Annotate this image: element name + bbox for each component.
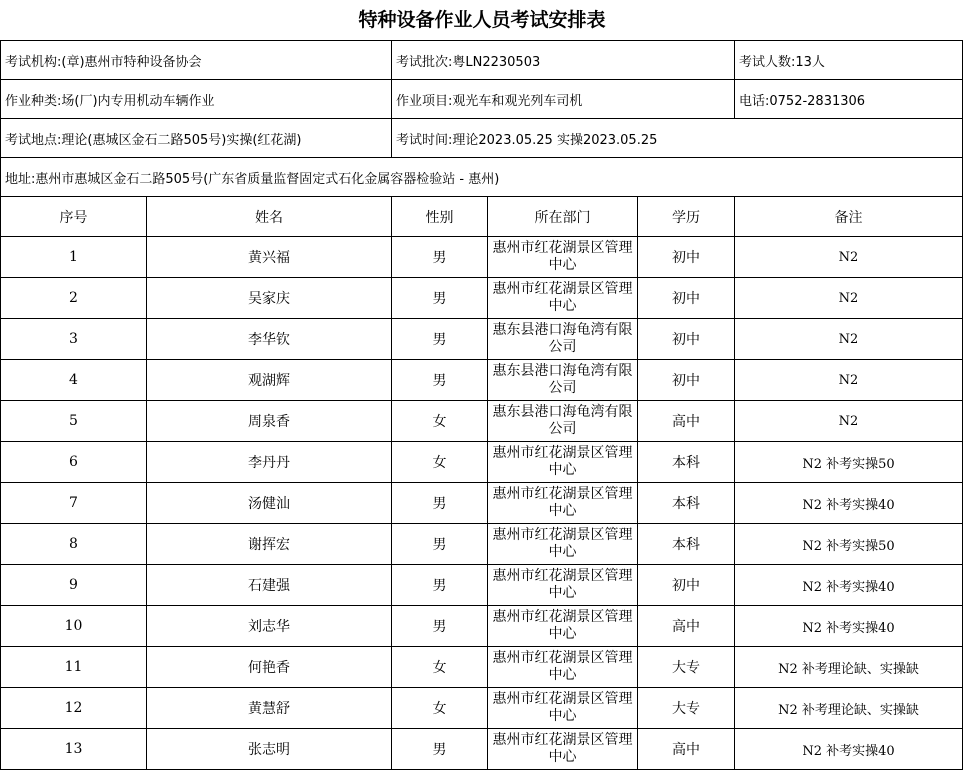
cell-name: 谢挥宏 [147, 524, 392, 565]
exam-location: 考试地点:理论(惠城区金石二路505号)实操(红花湖) [1, 119, 392, 158]
cell-gender: 女 [392, 401, 488, 442]
exam-batch: 考试批次:粤LN2230503 [392, 41, 735, 80]
cell-gender: 男 [392, 565, 488, 606]
cell-dept: 惠州市红花湖景区管理中心 [488, 729, 638, 770]
cell-note: N2 补考实操40 [735, 483, 963, 524]
info-row-1 [1, 41, 963, 80]
cell-seq: 7 [1, 483, 147, 524]
cell-dept: 惠州市红花湖景区管理中心 [488, 606, 638, 647]
table-row [1, 360, 963, 401]
cell-note: N2 [735, 278, 963, 319]
cell-seq: 11 [1, 647, 147, 688]
cell-seq: 12 [1, 688, 147, 729]
cell-education: 本科 [638, 483, 735, 524]
header-seq: 序号 [1, 197, 147, 237]
table-row [1, 606, 963, 647]
info-row-2 [1, 80, 963, 119]
cell-note: N2 补考理论缺、实操缺 [735, 688, 963, 729]
cell-education: 初中 [638, 237, 735, 278]
cell-education: 高中 [638, 606, 735, 647]
cell-seq: 5 [1, 401, 147, 442]
cell-education: 本科 [638, 442, 735, 483]
cell-seq: 10 [1, 606, 147, 647]
cell-dept: 惠州市红花湖景区管理中心 [488, 483, 638, 524]
cell-dept: 惠州市红花湖景区管理中心 [488, 237, 638, 278]
cell-seq: 3 [1, 319, 147, 360]
cell-education: 初中 [638, 360, 735, 401]
cell-seq: 4 [1, 360, 147, 401]
cell-education: 初中 [638, 319, 735, 360]
cell-education: 高中 [638, 401, 735, 442]
info-row-3 [1, 119, 963, 158]
cell-name: 李华钦 [147, 319, 392, 360]
cell-name: 刘志华 [147, 606, 392, 647]
exam-org: 考试机构:(章)惠州市特种设备协会 [1, 41, 392, 80]
cell-name: 石建强 [147, 565, 392, 606]
cell-seq: 8 [1, 524, 147, 565]
cell-gender: 男 [392, 483, 488, 524]
cell-education: 初中 [638, 565, 735, 606]
table-row [1, 524, 963, 565]
work-category: 作业种类:场(厂)内专用机动车辆作业 [1, 80, 392, 119]
table-row [1, 319, 963, 360]
cell-gender: 男 [392, 524, 488, 565]
exam-time: 考试时间:理论2023.05.25 实操2023.05.25 [392, 119, 963, 158]
cell-name: 黄兴福 [147, 237, 392, 278]
cell-seq: 1 [1, 237, 147, 278]
cell-education: 大专 [638, 647, 735, 688]
page-title: 特种设备作业人员考试安排表 [358, 9, 606, 31]
table-row [1, 688, 963, 729]
table-row [1, 278, 963, 319]
cell-gender: 男 [392, 729, 488, 770]
cell-name: 观湖辉 [147, 360, 392, 401]
cell-note: N2 [735, 237, 963, 278]
cell-name: 李丹丹 [147, 442, 392, 483]
cell-note: N2 补考实操50 [735, 442, 963, 483]
cell-note: N2 补考理论缺、实操缺 [735, 647, 963, 688]
header-note: 备注 [735, 197, 963, 237]
cell-dept: 惠东县港口海龟湾有限公司 [488, 319, 638, 360]
cell-dept: 惠州市红花湖景区管理中心 [488, 647, 638, 688]
cell-gender: 男 [392, 360, 488, 401]
cell-gender: 女 [392, 442, 488, 483]
header-education: 学历 [638, 197, 735, 237]
cell-education: 大专 [638, 688, 735, 729]
table-row [1, 729, 963, 770]
cell-seq: 6 [1, 442, 147, 483]
cell-seq: 13 [1, 729, 147, 770]
contact-phone: 电话:0752-2831306 [735, 80, 963, 119]
table-row [1, 442, 963, 483]
cell-name: 吴家庆 [147, 278, 392, 319]
exam-count: 考试人数:13人 [735, 41, 963, 80]
cell-gender: 男 [392, 319, 488, 360]
cell-education: 本科 [638, 524, 735, 565]
cell-dept: 惠州市红花湖景区管理中心 [488, 442, 638, 483]
header-dept: 所在部门 [488, 197, 638, 237]
cell-gender: 女 [392, 647, 488, 688]
cell-name: 张志明 [147, 729, 392, 770]
cell-note: N2 补考实操50 [735, 524, 963, 565]
cell-dept: 惠州市红花湖景区管理中心 [488, 688, 638, 729]
table-row [1, 565, 963, 606]
table-row [1, 237, 963, 278]
cell-education: 初中 [638, 278, 735, 319]
info-row-4 [1, 158, 963, 197]
cell-seq: 9 [1, 565, 147, 606]
cell-seq: 2 [1, 278, 147, 319]
cell-name: 周泉香 [147, 401, 392, 442]
table-header-row [1, 197, 963, 237]
table-row [1, 483, 963, 524]
header-name: 姓名 [147, 197, 392, 237]
cell-dept: 惠州市红花湖景区管理中心 [488, 524, 638, 565]
cell-note: N2 [735, 319, 963, 360]
cell-gender: 女 [392, 688, 488, 729]
cell-dept: 惠州市红花湖景区管理中心 [488, 278, 638, 319]
cell-dept: 惠东县港口海龟湾有限公司 [488, 401, 638, 442]
exam-address: 地址:惠州市惠城区金石二路505号(广东省质量监督固定式石化金属容器检验站 - 惠州) [1, 158, 963, 197]
table-row [1, 647, 963, 688]
cell-gender: 男 [392, 606, 488, 647]
table-row [1, 401, 963, 442]
cell-name: 何艳香 [147, 647, 392, 688]
cell-gender: 男 [392, 278, 488, 319]
cell-gender: 男 [392, 237, 488, 278]
cell-note: N2 补考实操40 [735, 565, 963, 606]
cell-dept: 惠州市红花湖景区管理中心 [488, 565, 638, 606]
cell-name: 汤健汕 [147, 483, 392, 524]
cell-note: N2 补考实操40 [735, 729, 963, 770]
exam-schedule-table [0, 40, 963, 770]
cell-note: N2 [735, 360, 963, 401]
header-gender: 性别 [392, 197, 488, 237]
work-project: 作业项目:观光车和观光列车司机 [392, 80, 735, 119]
cell-dept: 惠东县港口海龟湾有限公司 [488, 360, 638, 401]
cell-note: N2 补考实操40 [735, 606, 963, 647]
cell-education: 高中 [638, 729, 735, 770]
cell-note: N2 [735, 401, 963, 442]
cell-name: 黄慧舒 [147, 688, 392, 729]
